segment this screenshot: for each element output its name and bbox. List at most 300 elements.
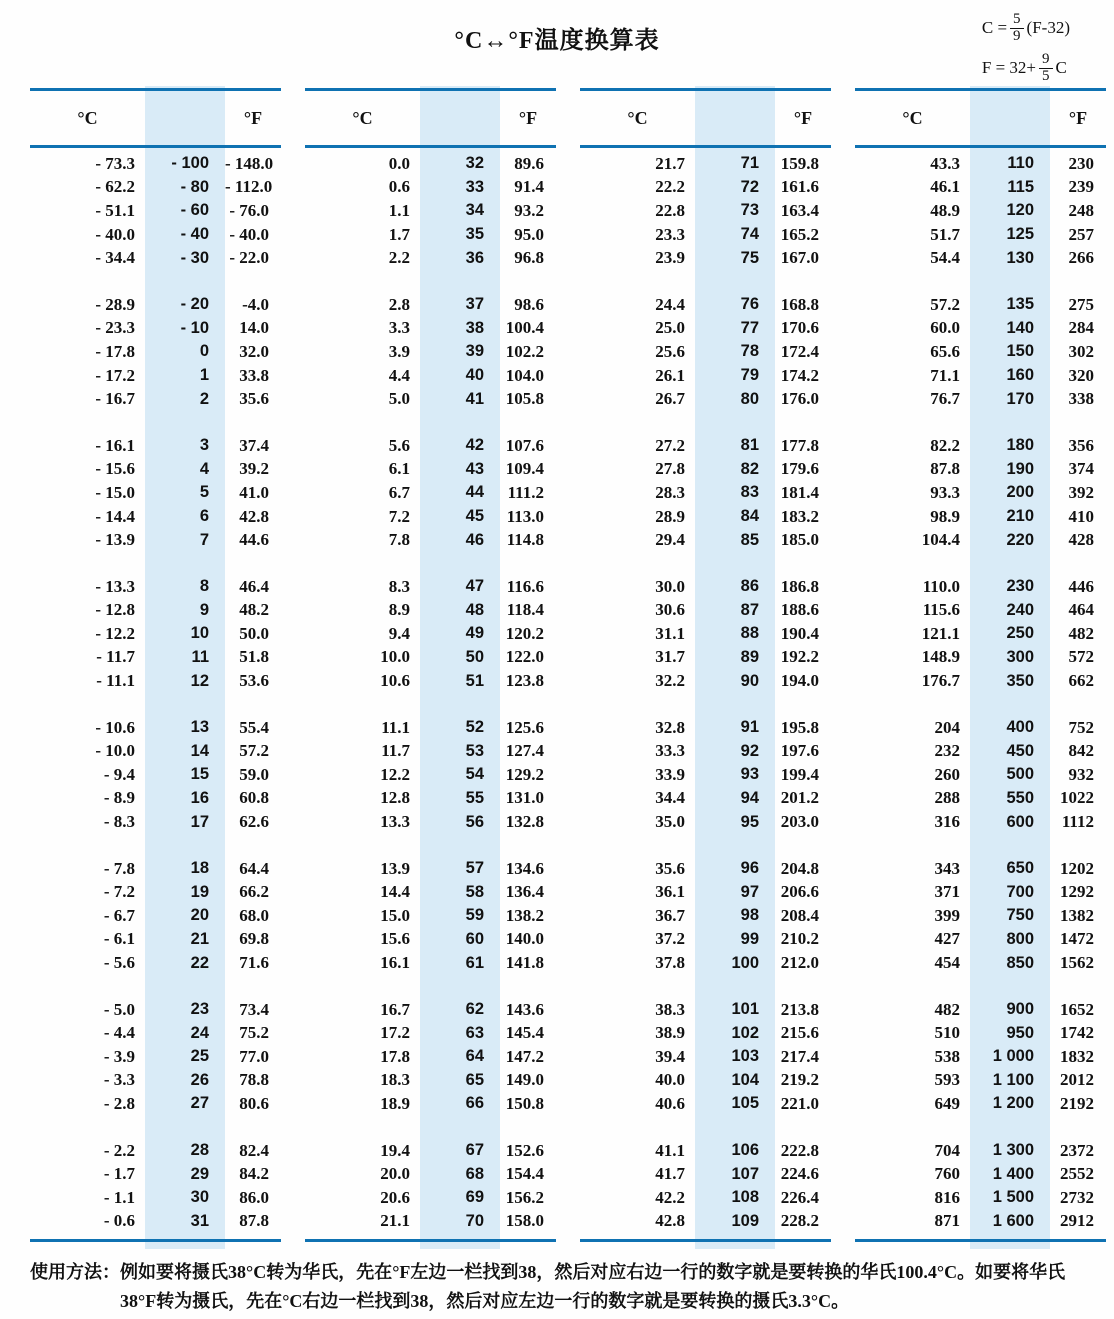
celsius-value: 34.4: [655, 788, 685, 808]
celsius-value: 10.6: [380, 671, 410, 691]
celsius-value: 371: [934, 882, 960, 902]
celsius-value: 649: [934, 1093, 960, 1113]
celsius-value: 3.3: [388, 318, 410, 338]
celsius-value: 42.8: [655, 1211, 685, 1231]
table-row: [855, 787, 1106, 811]
table-row: [855, 481, 1106, 505]
fahrenheit-value: 156.2: [505, 1187, 544, 1207]
fahrenheit-value: 69.8: [239, 929, 269, 949]
table-row: [305, 810, 556, 834]
celsius-value: 25.0: [655, 318, 685, 338]
conversion-table-group-4: [855, 88, 1106, 1242]
fahrenheit-value: 158.0: [505, 1211, 544, 1231]
celsius-value: 18.9: [380, 1093, 410, 1113]
celsius-value: - 73.3: [95, 153, 135, 173]
fahrenheit-value: 159.8: [780, 153, 819, 173]
row-block: [580, 293, 831, 411]
celsius-value: - 2.8: [103, 1093, 135, 1113]
celsius-value: - 5.6: [103, 953, 135, 973]
input-value: 550: [1006, 788, 1034, 807]
celsius-value: 31.7: [655, 647, 685, 667]
celsius-value: 5.0: [388, 389, 410, 409]
celsius-value: 3.9: [388, 341, 410, 361]
table-row: [580, 857, 831, 881]
table-row: [30, 505, 281, 529]
fahrenheit-value: - 76.0: [229, 200, 269, 220]
celsius-value: - 11.1: [96, 671, 135, 691]
fahrenheit-value: 179.6: [780, 459, 819, 479]
fraction: $\frac{5}{9}$: [1010, 12, 1024, 45]
table-row: [305, 928, 556, 952]
fahrenheit-value: 134.6: [505, 858, 544, 878]
celsius-value: 22.8: [655, 200, 685, 220]
row-block: [855, 575, 1106, 693]
table-row: [580, 246, 831, 270]
fahrenheit-value: -4.0: [242, 294, 269, 314]
celsius-value: 14.4: [380, 882, 410, 902]
row-block: [580, 152, 831, 270]
celsius-value: 5.6: [388, 435, 410, 455]
fraction: $\frac{9}{5}$: [1039, 52, 1053, 85]
fahrenheit-value: 410: [1068, 506, 1094, 526]
input-value: 2: [199, 389, 209, 408]
table-header: [30, 91, 281, 145]
table-row: [30, 599, 281, 623]
table-header: [855, 91, 1106, 145]
celsius-value: 98.9: [930, 506, 960, 526]
page-title: °C↔°F温度换算表: [454, 28, 660, 54]
input-value: 350: [1006, 671, 1034, 690]
table-row: [855, 434, 1106, 458]
column-header-fahrenheit: °F: [793, 107, 813, 128]
table-row: [580, 317, 831, 341]
table-row: [855, 810, 1106, 834]
fahrenheit-value: 181.4: [780, 482, 819, 502]
table-row: [855, 152, 1106, 176]
table-row: [305, 505, 556, 529]
table-row: [855, 646, 1106, 670]
fahrenheit-value: 192.2: [780, 647, 819, 667]
celsius-value: 10.0: [380, 647, 410, 667]
celsius-value: 11.1: [381, 717, 410, 737]
input-value: 150: [1006, 342, 1034, 361]
fahrenheit-value: 55.4: [239, 717, 269, 737]
fahrenheit-value: 86.0: [239, 1187, 269, 1207]
table-row: [855, 857, 1106, 881]
celsius-value: 538: [934, 1046, 960, 1066]
formula-rhs: (F-32): [1026, 18, 1070, 37]
input-value: 48: [465, 600, 484, 619]
table-row: [580, 152, 831, 176]
fahrenheit-value: 53.6: [239, 671, 269, 691]
input-value: 70: [465, 1211, 484, 1230]
celsius-value: 21.1: [380, 1211, 410, 1231]
table-row: [305, 199, 556, 223]
input-value: 95: [740, 812, 759, 831]
celsius-value: - 34.4: [95, 248, 135, 268]
fahrenheit-value: 1292: [1060, 882, 1094, 902]
input-value: 750: [1006, 906, 1034, 925]
fahrenheit-value: 87.8: [239, 1211, 269, 1231]
fahrenheit-value: 84.2: [239, 1164, 269, 1184]
table-row: [30, 763, 281, 787]
celsius-value: - 1.7: [103, 1164, 135, 1184]
table-row: [580, 458, 831, 482]
fahrenheit-value: 221.0: [780, 1093, 819, 1113]
fahrenheit-value: 572: [1068, 647, 1094, 667]
input-value: 88: [740, 624, 759, 643]
celsius-value: - 12.8: [95, 600, 135, 620]
input-value: 90: [740, 671, 759, 690]
fahrenheit-value: 57.2: [239, 741, 269, 761]
input-value: 1 000: [992, 1047, 1034, 1066]
table-row: [580, 810, 831, 834]
fahrenheit-value: 212.0: [780, 953, 819, 973]
fahrenheit-value: 118.4: [506, 600, 544, 620]
table-row: [580, 434, 831, 458]
fahrenheit-value: 186.8: [780, 576, 819, 596]
fahrenheit-value: 80.6: [239, 1093, 269, 1113]
input-value: 107: [731, 1164, 759, 1183]
input-value: 20: [190, 906, 209, 925]
celsius-value: 76.7: [930, 389, 960, 409]
celsius-value: 57.2: [930, 294, 960, 314]
formula-lhs: C =: [981, 18, 1008, 37]
fahrenheit-value: 2912: [1060, 1211, 1094, 1231]
fahrenheit-value: 105.8: [505, 389, 544, 409]
celsius-value: 104.4: [921, 530, 960, 550]
input-value: 77: [740, 318, 759, 337]
table-row: [30, 246, 281, 270]
input-value: 54: [465, 765, 484, 784]
fahrenheit-value: 114.8: [506, 530, 544, 550]
fahrenheit-value: 150.8: [505, 1093, 544, 1113]
input-value: 76: [740, 295, 759, 314]
input-value: 69: [465, 1188, 484, 1207]
row-block: [305, 575, 556, 693]
input-value: 34: [465, 201, 484, 220]
table-row: [580, 528, 831, 552]
table-row: [580, 599, 831, 623]
table-row: [580, 739, 831, 763]
celsius-value: 33.3: [655, 741, 685, 761]
fahrenheit-value: 446: [1068, 576, 1094, 596]
fahrenheit-value: 1652: [1060, 999, 1094, 1019]
celsius-value: 232: [934, 741, 960, 761]
fahrenheit-value: 98.6: [514, 294, 544, 314]
fahrenheit-value: 120.2: [505, 623, 544, 643]
celsius-value: - 17.8: [95, 341, 135, 361]
table-row: [855, 458, 1106, 482]
table-row: [305, 1045, 556, 1069]
input-value: 41: [465, 389, 484, 408]
table-row: [305, 387, 556, 411]
celsius-value: - 15.6: [95, 459, 135, 479]
input-value: 98: [740, 906, 759, 925]
input-value: 27: [190, 1094, 209, 1113]
table-row: [580, 928, 831, 952]
input-value: 61: [465, 953, 484, 972]
celsius-value: - 0.6: [103, 1211, 135, 1231]
celsius-value: - 3.9: [103, 1046, 135, 1066]
input-value: 13: [190, 718, 209, 737]
input-value: 66: [465, 1094, 484, 1113]
fahrenheit-value: 464: [1068, 600, 1094, 620]
fahrenheit-value: 141.8: [505, 953, 544, 973]
celsius-value: 38.9: [655, 1023, 685, 1043]
celsius-value: 30.6: [655, 600, 685, 620]
fahrenheit-value: 2552: [1060, 1164, 1094, 1184]
input-value: 1 100: [992, 1070, 1034, 1089]
input-value: 14: [190, 741, 209, 760]
table-row: [30, 176, 281, 200]
table-row: [855, 387, 1106, 411]
table-row: [580, 716, 831, 740]
input-value: 109: [731, 1211, 759, 1230]
fahrenheit-value: 204.8: [780, 858, 819, 878]
fahrenheit-value: 1742: [1060, 1023, 1094, 1043]
input-value: - 60: [180, 201, 209, 220]
celsius-value: 51.7: [930, 224, 960, 244]
celsius-value: 17.2: [380, 1023, 410, 1043]
fahrenheit-value: 143.6: [505, 999, 544, 1019]
celsius-value: 6.7: [388, 482, 410, 502]
table-row: [30, 1021, 281, 1045]
fahrenheit-value: 129.2: [505, 764, 544, 784]
input-value: 200: [1006, 483, 1034, 502]
fahrenheit-value: 203.0: [780, 812, 819, 832]
celsius-value: 110.0: [922, 576, 960, 596]
table-row: [305, 1021, 556, 1045]
input-value: 32: [465, 154, 484, 173]
input-value: 160: [1006, 366, 1034, 385]
fahrenheit-value: 662: [1068, 671, 1094, 691]
input-value: 240: [1006, 600, 1034, 619]
input-value: 86: [740, 577, 759, 596]
input-value: 250: [1006, 624, 1034, 643]
table-rows: [30, 148, 281, 1233]
input-value: - 10: [180, 318, 209, 337]
fahrenheit-value: 102.2: [505, 341, 544, 361]
celsius-value: 1.1: [388, 200, 410, 220]
input-value: 800: [1006, 929, 1034, 948]
input-value: 12: [190, 671, 209, 690]
table-row: [30, 904, 281, 928]
input-value: 500: [1006, 765, 1034, 784]
table-row: [30, 810, 281, 834]
fahrenheit-value: 82.4: [239, 1140, 269, 1160]
input-value: 16: [190, 788, 209, 807]
fahrenheit-value: 320: [1068, 365, 1094, 385]
celsius-value: 19.4: [380, 1140, 410, 1160]
celsius-value: 12.2: [380, 764, 410, 784]
celsius-value: 260: [934, 764, 960, 784]
input-value: 85: [740, 530, 759, 549]
table-row: [855, 998, 1106, 1022]
celsius-value: 27.8: [655, 459, 685, 479]
celsius-value: 82.2: [930, 435, 960, 455]
celsius-value: - 3.3: [103, 1070, 135, 1090]
celsius-value: 37.2: [655, 929, 685, 949]
celsius-value: - 16.1: [95, 435, 135, 455]
fahrenheit-value: 152.6: [505, 1140, 544, 1160]
fahrenheit-value: 1562: [1060, 953, 1094, 973]
table-row: [855, 599, 1106, 623]
row-block: [30, 1139, 281, 1233]
fahrenheit-value: 226.4: [780, 1187, 819, 1207]
input-value: 84: [740, 507, 759, 526]
table-row: [305, 1186, 556, 1210]
input-value: 64: [465, 1047, 484, 1066]
fahrenheit-value: 222.8: [780, 1140, 819, 1160]
table-row: [855, 951, 1106, 975]
celsius-value: 17.8: [380, 1046, 410, 1066]
input-value: 50: [465, 647, 484, 666]
row-block: [580, 575, 831, 693]
row-block: [305, 293, 556, 411]
input-value: - 20: [180, 295, 209, 314]
celsius-value: - 13.3: [95, 576, 135, 596]
input-value: 91: [740, 718, 759, 737]
table-row: [580, 340, 831, 364]
input-value: 115: [1007, 177, 1034, 196]
table-row: [30, 1092, 281, 1116]
table-row: [30, 152, 281, 176]
fahrenheit-value: 73.4: [239, 999, 269, 1019]
table-row: [30, 364, 281, 388]
table-row: [855, 1045, 1106, 1069]
table-row: [855, 317, 1106, 341]
celsius-value: - 4.4: [103, 1023, 135, 1043]
fahrenheit-value: 215.6: [780, 1023, 819, 1043]
table-row: [305, 176, 556, 200]
fahrenheit-value: 199.4: [780, 764, 819, 784]
fahrenheit-value: 2012: [1060, 1070, 1094, 1090]
table-row: [580, 1139, 831, 1163]
input-value: 4: [199, 459, 209, 478]
fahrenheit-value: 42.8: [239, 506, 269, 526]
input-value: 23: [190, 1000, 209, 1019]
fahrenheit-value: - 112.0: [225, 177, 273, 197]
table-row: [30, 1210, 281, 1234]
input-value: 1: [199, 366, 209, 385]
row-block: [30, 575, 281, 693]
page-header: [0, 0, 1114, 88]
celsius-value: 8.9: [388, 600, 410, 620]
celsius-value: 13.3: [380, 812, 410, 832]
fahrenheit-value: - 40.0: [229, 224, 269, 244]
fahrenheit-value: 338: [1068, 389, 1094, 409]
input-value: 78: [740, 342, 759, 361]
input-value: 89: [740, 647, 759, 666]
fahrenheit-value: 183.2: [780, 506, 819, 526]
fahrenheit-value: 96.8: [514, 248, 544, 268]
celsius-value: 87.8: [930, 459, 960, 479]
fahrenheit-value: 60.8: [239, 788, 269, 808]
celsius-value: 2.8: [388, 294, 410, 314]
input-value: 99: [740, 929, 759, 948]
input-value: 63: [465, 1023, 484, 1042]
fahrenheit-value: 46.4: [239, 576, 269, 596]
table-row: [580, 1162, 831, 1186]
celsius-value: - 1.1: [103, 1187, 135, 1207]
celsius-value: 176.7: [921, 671, 960, 691]
fahrenheit-value: 172.4: [780, 341, 819, 361]
celsius-value: 15.0: [380, 905, 410, 925]
input-value: 180: [1006, 436, 1034, 455]
table-row: [305, 152, 556, 176]
input-value: 140: [1006, 318, 1034, 337]
row-block: [30, 857, 281, 975]
input-value: 96: [740, 859, 759, 878]
fahrenheit-value: 104.0: [505, 365, 544, 385]
celsius-value: 43.3: [930, 153, 960, 173]
fahrenheit-value: 59.0: [239, 764, 269, 784]
table-row: [305, 1162, 556, 1186]
table-row: [580, 575, 831, 599]
celsius-value: - 14.4: [95, 506, 135, 526]
conversion-table-group-3: [580, 88, 831, 1242]
fahrenheit-value: 71.6: [239, 953, 269, 973]
celsius-value: 816: [934, 1187, 960, 1207]
row-block: [855, 716, 1106, 834]
fahrenheit-value: 167.0: [780, 248, 819, 268]
table-row: [305, 669, 556, 693]
fahrenheit-value: 752: [1068, 717, 1094, 737]
celsius-value: 93.3: [930, 482, 960, 502]
input-value: 38: [465, 318, 484, 337]
input-value: - 80: [180, 177, 209, 196]
celsius-value: - 11.7: [96, 647, 135, 667]
celsius-value: 29.4: [655, 530, 685, 550]
celsius-value: 35.6: [655, 858, 685, 878]
celsius-value: 427: [934, 929, 960, 949]
input-value: 58: [465, 882, 484, 901]
celsius-value: - 7.8: [103, 858, 135, 878]
table-row: [855, 1162, 1106, 1186]
input-value: 130: [1006, 248, 1034, 267]
celsius-value: - 23.3: [95, 318, 135, 338]
celsius-value: - 51.1: [95, 200, 135, 220]
input-value: 22: [190, 953, 209, 972]
input-value: 97: [740, 882, 759, 901]
input-value: 1 500: [992, 1188, 1034, 1207]
input-value: 53: [465, 741, 484, 760]
column-header-celsius: °C: [352, 107, 373, 128]
celsius-value: 6.1: [388, 459, 410, 479]
input-value: 300: [1006, 647, 1034, 666]
input-value: 1 200: [992, 1094, 1034, 1113]
table-row: [305, 364, 556, 388]
table-row: [30, 387, 281, 411]
table-row: [305, 1139, 556, 1163]
celsius-value: - 40.0: [95, 224, 135, 244]
celsius-value: 4.4: [388, 365, 410, 385]
input-value: 75: [740, 248, 759, 267]
table-rows: [580, 148, 831, 1233]
table-row: [30, 223, 281, 247]
input-value: 1 600: [992, 1211, 1034, 1230]
formula-c-to-f: [982, 48, 1070, 88]
input-value: 21: [190, 929, 209, 948]
fahrenheit-value: 41.0: [239, 482, 269, 502]
rule-bottom: [855, 1239, 1106, 1242]
fahrenheit-value: 2192: [1060, 1093, 1094, 1113]
fahrenheit-value: 168.8: [780, 294, 819, 314]
table-row: [30, 669, 281, 693]
celsius-value: 288: [934, 788, 960, 808]
input-value: 400: [1006, 718, 1034, 737]
